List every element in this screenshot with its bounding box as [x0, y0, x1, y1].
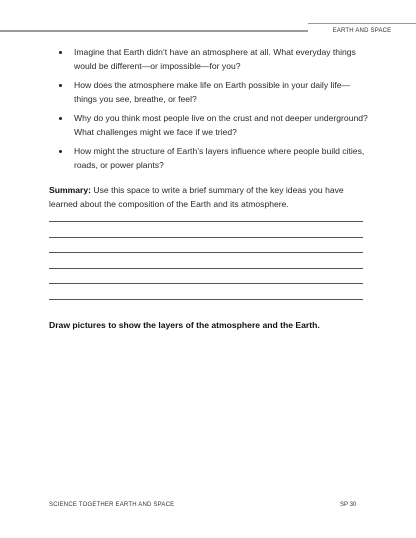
page-number: SP 30: [340, 502, 357, 508]
summary-text: Use this space to write a brief summary of the key ideas you have learned about the composition of the Earth and its atmosphere.: [49, 185, 344, 209]
writing-line: [49, 299, 363, 300]
question-text: How might the structure of Earth’s layers influence where people build cities, roads, or power plants?: [74, 146, 365, 170]
writing-line: [49, 268, 363, 269]
header-rule: [0, 30, 308, 32]
writing-line: [49, 252, 363, 253]
summary-label: Summary:: [49, 185, 92, 195]
writing-line: [49, 283, 363, 284]
bullet-icon: [59, 51, 62, 54]
question-item: [58, 79, 370, 106]
footer-book-title: SCIENCE TOGETHER EARTH AND SPACE: [49, 502, 175, 508]
summary-instructions: [49, 183, 367, 211]
writing-line: [49, 237, 363, 238]
question-item: [58, 46, 370, 73]
question-item: [58, 112, 370, 139]
bullet-icon: [59, 117, 62, 120]
question-text: Imagine that Earth didn’t have an atmosphere at all. What everyday things would be different—or impossible—for you?: [74, 47, 356, 71]
section-tab: EARTH AND SPACE: [308, 23, 416, 38]
drawing-area[interactable]: [49, 340, 367, 490]
writing-line: [49, 221, 363, 222]
bullet-icon: [59, 150, 62, 153]
summary-writing-area[interactable]: [49, 221, 363, 314]
question-text: Why do you think most people live on the crust and not deeper underground? What challenges might we face if we tried?: [74, 113, 368, 137]
question-item: [58, 145, 370, 172]
drawing-prompt: Draw pictures to show the layers of the atmosphere and the Earth.: [49, 320, 320, 330]
bullet-icon: [59, 84, 62, 87]
question-text: How does the atmosphere make life on Earth possible in your daily life—things you see, breathe, or feel?: [74, 80, 351, 104]
question-list: [58, 46, 370, 178]
